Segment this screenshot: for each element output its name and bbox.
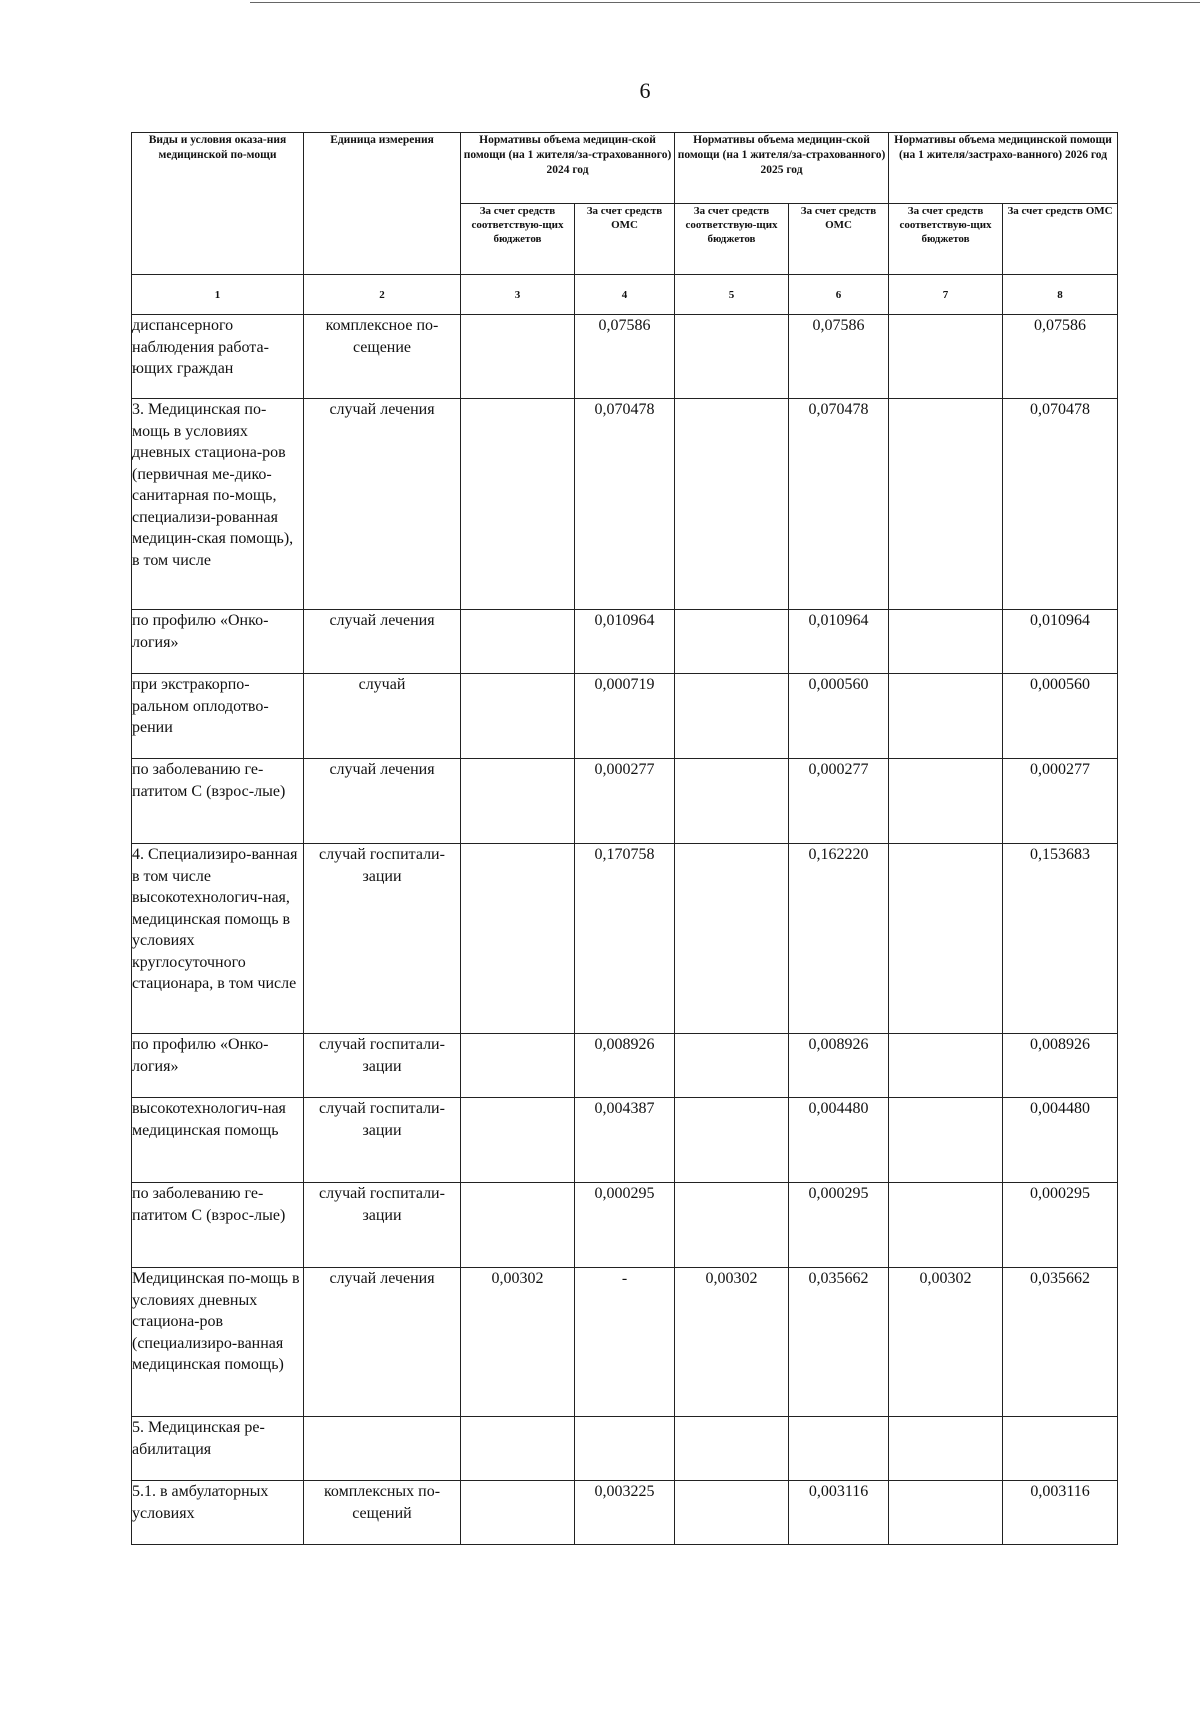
value-cell (889, 610, 1003, 674)
table-row (132, 1268, 1118, 1417)
table-row (132, 759, 1118, 844)
value-cell (675, 1183, 789, 1268)
table-body (132, 315, 1118, 1545)
value-cell: 0,170758 (575, 844, 675, 1034)
value-cell (889, 1417, 1003, 1481)
value-cell (461, 1183, 575, 1268)
value-cell (889, 1481, 1003, 1545)
column-number: 8 (1003, 275, 1118, 315)
header-year-2024: Нормативы объема медицин-ской помощи (на 1 жителя/за-страхованного) 2024 год (461, 133, 675, 204)
table-row (132, 315, 1118, 399)
value-cell (461, 610, 575, 674)
value-cell (461, 844, 575, 1034)
column-number: 1 (132, 275, 304, 315)
subheader-oms-2025: За счет средств ОМС (789, 204, 889, 275)
value-cell: 0,00302 (675, 1268, 789, 1417)
unit-cell: комплексных по-сещений (304, 1481, 461, 1545)
subheader-oms-2026: За счет средств ОМС (1003, 204, 1118, 275)
value-cell: - (575, 1268, 675, 1417)
care-type-cell: 5.1. в амбулаторных условиях (132, 1481, 304, 1545)
value-cell (461, 1098, 575, 1183)
unit-cell: случай лечения (304, 1268, 461, 1417)
value-cell (675, 610, 789, 674)
care-type-cell: по заболеванию ге-патитом С (взрос-лые) (132, 759, 304, 844)
value-cell: 0,000295 (1003, 1183, 1118, 1268)
value-cell (461, 1417, 575, 1481)
value-cell: 0,008926 (789, 1034, 889, 1098)
value-cell: 0,000277 (1003, 759, 1118, 844)
table-row (132, 399, 1118, 610)
care-type-cell: 3. Медицинская по-мощь в условиях дневных стациона-ров (первичная ме-дико-санитарная по-мощь, специализи-рованная медицин-ская помощь), в том числе (132, 399, 304, 610)
unit-cell: случай госпитали-зации (304, 844, 461, 1034)
care-type-cell: Медицинская по-мощь в условиях дневных стациона-ров (специализиро-ванная медицинская помощь) (132, 1268, 304, 1417)
value-cell: 0,07586 (1003, 315, 1118, 399)
unit-cell: случай госпитали-зации (304, 1098, 461, 1183)
care-type-cell: диспансерного наблюдения работа-ющих граждан (132, 315, 304, 399)
care-type-cell: при экстракорпо-ральном оплодотво-рении (132, 674, 304, 759)
value-cell (675, 399, 789, 610)
table-row (132, 674, 1118, 759)
value-cell (889, 674, 1003, 759)
value-cell (575, 1417, 675, 1481)
header-year-2025: Нормативы объема медицин-ской помощи (на 1 жителя/за-страхованного) 2025 год (675, 133, 889, 204)
norms-table (131, 132, 1118, 1545)
value-cell: 0,162220 (789, 844, 889, 1034)
unit-cell: случай лечения (304, 399, 461, 610)
value-cell: 0,003116 (1003, 1481, 1118, 1545)
value-cell (675, 1034, 789, 1098)
value-cell: 0,00302 (461, 1268, 575, 1417)
value-cell (675, 1098, 789, 1183)
subheader-budget-2024: За счет средств соответствую-щих бюджетов (461, 204, 575, 275)
column-number: 7 (889, 275, 1003, 315)
value-cell (675, 315, 789, 399)
value-cell: 0,07586 (575, 315, 675, 399)
value-cell: 0,004480 (1003, 1098, 1118, 1183)
value-cell (461, 1034, 575, 1098)
value-cell (889, 1098, 1003, 1183)
value-cell: 0,004387 (575, 1098, 675, 1183)
table-row (132, 844, 1118, 1034)
value-cell: 0,004480 (789, 1098, 889, 1183)
subheader-oms-2024: За счет средств ОМС (575, 204, 675, 275)
care-type-cell: 4. Специализиро-ванная в том числе высокотехнологич-ная, медицинская помощь в условиях круглосуточного стационара, в том числе (132, 844, 304, 1034)
value-cell: 0,070478 (575, 399, 675, 610)
value-cell (889, 399, 1003, 610)
header-kind: Виды и условия оказа-ния медицинской по-мощи (132, 133, 304, 275)
table-row (132, 1034, 1118, 1098)
value-cell: 0,035662 (1003, 1268, 1118, 1417)
table-row (132, 1481, 1118, 1545)
column-number: 5 (675, 275, 789, 315)
value-cell: 0,000295 (789, 1183, 889, 1268)
unit-cell: случай лечения (304, 610, 461, 674)
unit-cell: случай (304, 674, 461, 759)
unit-cell: случай госпитали-зации (304, 1183, 461, 1268)
value-cell: 0,035662 (789, 1268, 889, 1417)
value-cell (675, 844, 789, 1034)
top-border-line (250, 2, 1200, 3)
value-cell: 0,000277 (575, 759, 675, 844)
value-cell: 0,153683 (1003, 844, 1118, 1034)
value-cell (889, 1034, 1003, 1098)
care-type-cell: по профилю «Онко-логия» (132, 1034, 304, 1098)
value-cell: 0,000719 (575, 674, 675, 759)
unit-cell: случай госпитали-зации (304, 1034, 461, 1098)
header-unit: Единица измерения (304, 133, 461, 275)
care-type-cell: высокотехнологич-ная медицинская помощь (132, 1098, 304, 1183)
page-number: 6 (639, 78, 651, 103)
value-cell: 0,07586 (789, 315, 889, 399)
column-numbers-row (132, 275, 1118, 315)
header-year-2026: Нормативы объема медицинской помощи (на 1 жителя/застрахо-ванного) 2026 год (889, 133, 1118, 204)
value-cell: 0,010964 (789, 610, 889, 674)
table-row (132, 1098, 1118, 1183)
value-cell (889, 759, 1003, 844)
column-number: 2 (304, 275, 461, 315)
column-number: 3 (461, 275, 575, 315)
care-type-cell: по профилю «Онко-логия» (132, 610, 304, 674)
value-cell: 0,003225 (575, 1481, 675, 1545)
value-cell: 0,000560 (1003, 674, 1118, 759)
value-cell (675, 1417, 789, 1481)
value-cell (889, 315, 1003, 399)
value-cell: 0,000295 (575, 1183, 675, 1268)
unit-cell (304, 1417, 461, 1481)
value-cell: 0,010964 (1003, 610, 1118, 674)
value-cell (675, 674, 789, 759)
value-cell (461, 674, 575, 759)
value-cell (675, 759, 789, 844)
value-cell: 0,003116 (789, 1481, 889, 1545)
value-cell: 0,000560 (789, 674, 889, 759)
column-number: 4 (575, 275, 675, 315)
value-cell (675, 1481, 789, 1545)
value-cell: 0,008926 (575, 1034, 675, 1098)
care-type-cell: 5. Медицинская ре-абилитация (132, 1417, 304, 1481)
value-cell (889, 1183, 1003, 1268)
table-row (132, 1183, 1118, 1268)
value-cell (461, 315, 575, 399)
value-cell: 0,070478 (789, 399, 889, 610)
value-cell (461, 1481, 575, 1545)
subheader-budget-2026: За счет средств соответствую-щих бюджетов (889, 204, 1003, 275)
value-cell: 0,000277 (789, 759, 889, 844)
value-cell (461, 399, 575, 610)
value-cell: 0,010964 (575, 610, 675, 674)
value-cell (789, 1417, 889, 1481)
column-number: 6 (789, 275, 889, 315)
unit-cell: случай лечения (304, 759, 461, 844)
value-cell (889, 844, 1003, 1034)
subheader-budget-2025: За счет средств соответствую-щих бюджетов (675, 204, 789, 275)
table-row (132, 610, 1118, 674)
value-cell: 0,00302 (889, 1268, 1003, 1417)
value-cell (461, 759, 575, 844)
value-cell (1003, 1417, 1118, 1481)
unit-cell: комплексное по-сещение (304, 315, 461, 399)
value-cell: 0,008926 (1003, 1034, 1118, 1098)
care-type-cell: по заболеванию ге-патитом С (взрос-лые) (132, 1183, 304, 1268)
value-cell: 0,070478 (1003, 399, 1118, 610)
table-row (132, 1417, 1118, 1481)
